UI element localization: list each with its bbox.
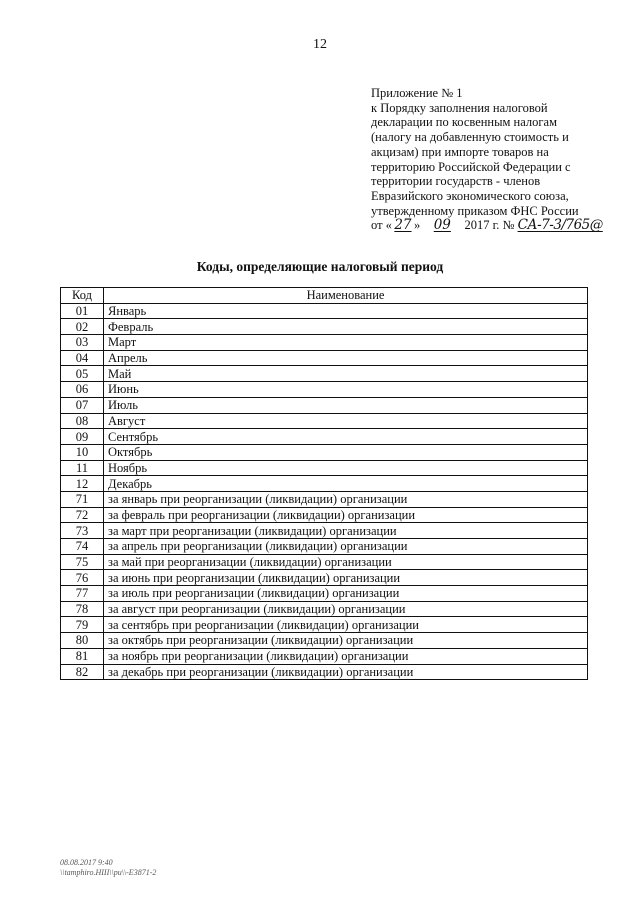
- header-name: Наименование: [104, 288, 588, 304]
- table-row: [61, 382, 588, 398]
- row-name: Ноябрь: [104, 460, 588, 476]
- table-row: [61, 491, 588, 507]
- document-title: Коды, определяющие налоговый период: [196, 259, 444, 274]
- row-name: за июль при реорганизации (ликвидации) организации: [104, 586, 588, 602]
- row-name: за август при реорганизации (ликвидации) организации: [104, 601, 588, 617]
- header-code: Код: [61, 288, 104, 304]
- table-row: [61, 366, 588, 382]
- row-code: 02: [61, 319, 104, 335]
- row-code: 12: [61, 476, 104, 492]
- table-row: [61, 664, 588, 680]
- row-name: Сентябрь: [104, 429, 588, 445]
- row-code: 74: [61, 539, 104, 555]
- row-code: 06: [61, 382, 104, 398]
- row-code: 81: [61, 648, 104, 664]
- table-row: [61, 413, 588, 429]
- row-code: 76: [61, 570, 104, 586]
- appendix-line: к Порядку заполнения налоговой: [371, 100, 548, 115]
- row-name: Август: [104, 413, 588, 429]
- row-code: 08: [61, 413, 104, 429]
- page-number: 12: [313, 37, 327, 52]
- row-code: 82: [61, 664, 104, 680]
- row-name: за апрель при реорганизации (ликвидации) организации: [104, 539, 588, 555]
- appendix-line: Приложение № 1: [371, 86, 463, 100]
- row-code: 10: [61, 444, 104, 460]
- order-day-handwritten: 27: [394, 217, 412, 234]
- row-name: за май при реорганизации (ликвидации) организации: [104, 554, 588, 570]
- row-code: 80: [61, 633, 104, 649]
- row-code: 05: [61, 366, 104, 382]
- table-row: [61, 554, 588, 570]
- appendix-block: [371, 86, 621, 233]
- order-month-handwritten: 09: [433, 217, 451, 234]
- stamp-line: 08.08.2017 9:40: [60, 858, 113, 867]
- table-row: [61, 539, 588, 555]
- row-name: за март при реорганизации (ликвидации) организации: [104, 523, 588, 539]
- row-name: за ноябрь при реорганизации (ликвидации) организации: [104, 648, 588, 664]
- row-name: за октябрь при реорганизации (ликвидации) организации: [104, 633, 588, 649]
- row-name: Февраль: [104, 319, 588, 335]
- row-code: 11: [61, 460, 104, 476]
- table-body: [61, 303, 588, 680]
- order-mid: »: [413, 218, 421, 233]
- row-name: за январь при реорганизации (ликвидации) организации: [104, 491, 588, 507]
- appendix-line: Евразийского экономического союза,: [371, 188, 569, 203]
- row-code: 79: [61, 617, 104, 633]
- footer-stamp: [60, 858, 156, 878]
- table-row: [61, 303, 588, 319]
- row-name: Октябрь: [104, 444, 588, 460]
- order-prefix: от «: [371, 218, 392, 233]
- row-code: 72: [61, 507, 104, 523]
- row-name: за сентябрь при реорганизации (ликвидации) организации: [104, 617, 588, 633]
- row-name: Декабрь: [104, 476, 588, 492]
- order-year: 2017 г. №: [464, 218, 515, 233]
- row-name: Июль: [104, 397, 588, 413]
- table-row: [61, 476, 588, 492]
- period-codes-table: [60, 287, 588, 680]
- appendix-line: (налогу на добавленную стоимость и: [371, 130, 569, 145]
- row-code: 77: [61, 586, 104, 602]
- appendix-line: территорию Российской Федерации с: [371, 159, 571, 174]
- row-code: 03: [61, 335, 104, 351]
- row-name: за февраль при реорганизации (ликвидации) организации: [104, 507, 588, 523]
- table-row: [61, 601, 588, 617]
- row-code: 73: [61, 523, 104, 539]
- row-name: Май: [104, 366, 588, 382]
- table-row: [61, 335, 588, 351]
- row-name: за июнь при реорганизации (ликвидации) организации: [104, 570, 588, 586]
- order-number-handwritten: СА-7-3/765@: [517, 217, 603, 234]
- table-header-row: [61, 288, 588, 304]
- appendix-line: территории государств - членов: [371, 174, 541, 189]
- row-code: 75: [61, 554, 104, 570]
- row-name: Март: [104, 335, 588, 351]
- row-name: Июнь: [104, 382, 588, 398]
- appendix-line: утвержденному приказом ФНС России: [371, 203, 579, 218]
- row-name: за декабрь при реорганизации (ликвидации) организации: [104, 664, 588, 680]
- table-row: [61, 444, 588, 460]
- row-code: 04: [61, 350, 104, 366]
- order-date-line: [371, 218, 621, 233]
- table-row: [61, 460, 588, 476]
- table-row: [61, 523, 588, 539]
- row-name: Январь: [104, 303, 588, 319]
- table-row: [61, 586, 588, 602]
- row-code: 01: [61, 303, 104, 319]
- row-code: 09: [61, 429, 104, 445]
- stamp-line: \\tamphiro.HIII\\pu\\-E3871-2: [60, 868, 157, 877]
- row-code: 07: [61, 397, 104, 413]
- row-code: 78: [61, 601, 104, 617]
- row-name: Апрель: [104, 350, 588, 366]
- table-row: [61, 397, 588, 413]
- table-row: [61, 350, 588, 366]
- row-code: 71: [61, 491, 104, 507]
- appendix-line: акцизам) при импорте товаров на: [371, 144, 549, 159]
- table-row: [61, 633, 588, 649]
- table-row: [61, 319, 588, 335]
- table-row: [61, 507, 588, 523]
- table-row: [61, 648, 588, 664]
- appendix-line: декларации по косвенным налогам: [371, 115, 557, 130]
- table-row: [61, 570, 588, 586]
- table-row: [61, 617, 588, 633]
- table-row: [61, 429, 588, 445]
